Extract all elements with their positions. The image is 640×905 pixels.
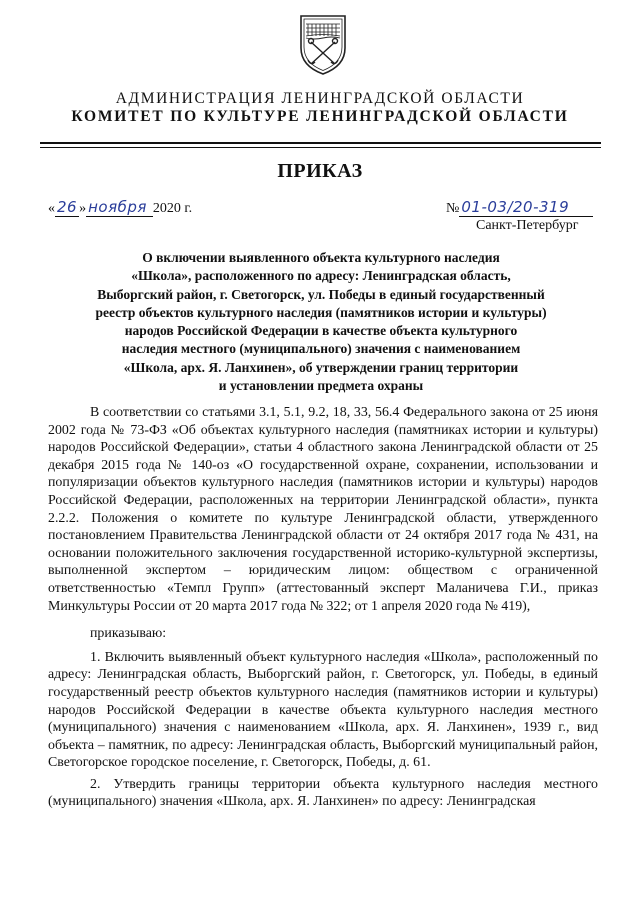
order-body bbox=[48, 404, 598, 811]
org-name-line1: АДМИНИСТРАЦИЯ ЛЕНИНГРАДСКОЙ ОБЛАСТИ bbox=[115, 90, 525, 107]
date-month: ноября bbox=[86, 198, 153, 217]
date-year: 2020 г. bbox=[152, 201, 193, 216]
order-number bbox=[446, 198, 593, 217]
header-divider-thick bbox=[40, 142, 601, 144]
order-date bbox=[48, 198, 192, 217]
heading-line: реестр объектов культурного наследия (памятников истории и культуры) bbox=[95, 304, 547, 320]
org-name-line2: КОМИТЕТ ПО КУЛЬТУРЕ ЛЕНИНГРАДСКОЙ ОБЛАСТИ bbox=[71, 108, 569, 125]
date-quote-close: » bbox=[79, 201, 87, 216]
order-word: приказываю: bbox=[90, 626, 167, 642]
heading-line: Выборгский район, г. Светогорск, ул. Победы в единый государственный bbox=[97, 286, 545, 302]
preamble-paragraph: В соответствии со статьями 3.1, 5.1, 9.2, 18, 33, 56.4 Федерального закона от 25 июня 2002 года № 73-ФЗ «Об объектах культурного наследия (памятниках истории и культуры) народов Российской Федерации», статьи 4 областного закона Ленинградской области от 25 декабря 2015 года № 140-оз «О государственной охране, сохранении, использовании и популяризации объектов культурного наследия (памятников истории и культуры) народов Российской Федерации, расположенных на территории Ленинградской области», пункта 2.2.2. Положения о комитете по культуре Ленинградской области, утвержденного постановлением Правительства Ленинградской области от 24 октября 2017 года № 431, на основании положительного заключения государственной историко-культурной экспертизы, выполненной экспертом – юридическим лицом: обществом с ограниченной ответственностью «Темпл Групп» (аттестованный эксперт Маланичева Г.И., приказ Минкультуры России от 20 марта 2017 года № 322; от 1 апреля 2020 года № 419), bbox=[48, 405, 598, 614]
heading-line: О включении выявленного объекта культурного наследия bbox=[142, 250, 500, 265]
number-prefix: № bbox=[446, 201, 460, 216]
heading-line: наследия местного (муниципального) значения с наименованием bbox=[121, 341, 521, 357]
order-heading bbox=[54, 249, 588, 395]
coat-of-arms-icon bbox=[298, 14, 348, 76]
date-day: 26 bbox=[57, 198, 78, 216]
heading-line: народов Российской Федерации в качестве объекта культурного bbox=[124, 323, 518, 339]
number-value: 01-03/20-319 bbox=[459, 198, 593, 217]
order-point-1: 1. Включить выявленный объект культурного наследия «Школа», расположенный по адресу: Ленинградская область, Выборгский район, г. Светогорск, ул. Победы, в единый государственный реестр объектов культурного наследия (памятников истории и культуры) народов Российской Федерации в качестве объекта культурного наследия местного (муниципального) значения с наименованием «Школа, арх. Я. Ланхинен», 1939 г., вид объекта – памятник, по адресу: Ленинградская область, Выборгский муниципальный район, Светогорское городское поселение, г. Светогорск, Победы, д. 61. bbox=[48, 649, 598, 771]
document-title: ПРИКАЗ bbox=[277, 160, 363, 182]
date-quote-open: « bbox=[48, 201, 55, 216]
heading-line: и установлении предмета охраны bbox=[218, 378, 424, 394]
city: Санкт-Петербург bbox=[476, 218, 579, 233]
header-divider-thin bbox=[40, 147, 601, 148]
heading-line: «Школа, арх. Я. Ланхинен», об утверждении границ территории bbox=[123, 359, 519, 375]
order-point-2: 2. Утвердить границы территории объекта культурного наследия местного (муниципального) значения «Школа, арх. Я. Ланхинен» по адресу: Ленинградская bbox=[48, 776, 598, 810]
heading-line: «Школа», расположенного по адресу: Ленинградская область, bbox=[131, 268, 511, 284]
